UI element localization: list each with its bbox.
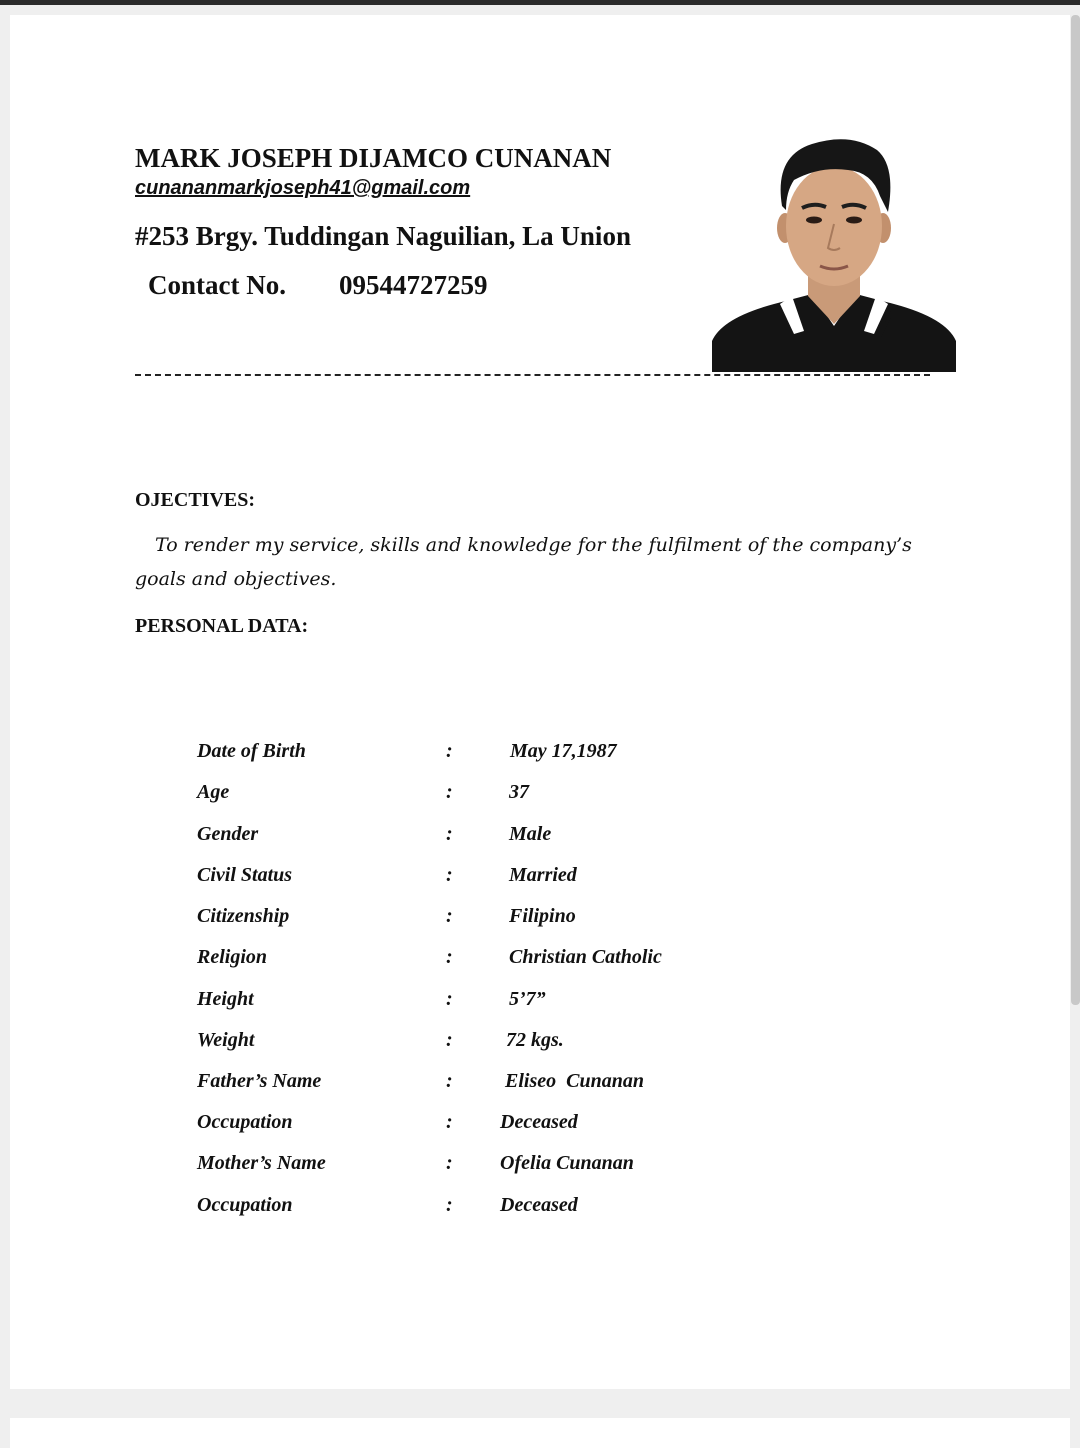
row-label: Citizenship <box>197 905 290 927</box>
personal-data-row <box>197 864 757 894</box>
row-value: May 17,1987 <box>510 740 617 762</box>
row-value: 72 kgs. <box>506 1029 564 1051</box>
applicant-photo <box>712 136 956 372</box>
row-value: Married <box>509 864 577 886</box>
row-label: Gender <box>197 823 259 845</box>
row-separator: : <box>446 823 453 845</box>
row-separator: : <box>446 988 453 1010</box>
row-label: Civil Status <box>197 864 293 886</box>
objectives-heading: OJECTIVES: <box>135 489 256 511</box>
contact-label: Contact No. <box>148 270 286 300</box>
row-separator: : <box>446 1070 453 1092</box>
row-value: Christian Catholic <box>509 946 662 968</box>
row-separator: : <box>446 1111 453 1133</box>
row-label: Mother’s Name <box>197 1152 326 1174</box>
row-label: Occupation <box>197 1111 293 1133</box>
applicant-name: MARK JOSEPH DIJAMCO CUNANAN <box>135 143 612 173</box>
row-value: 37 <box>509 781 529 803</box>
row-separator: : <box>446 740 453 762</box>
personal-data-heading: PERSONAL DATA: <box>135 615 309 637</box>
address: #253 Brgy. Tuddingan Naguilian, La Union <box>135 221 631 251</box>
personal-data-row <box>197 946 757 976</box>
row-value: Ofelia Cunanan <box>500 1152 634 1174</box>
personal-data-row <box>197 1111 757 1141</box>
personal-data-row <box>197 781 757 811</box>
row-separator: : <box>446 1152 453 1174</box>
row-value: Filipino <box>509 905 576 927</box>
personal-data-row <box>197 1152 757 1182</box>
row-separator: : <box>446 905 453 927</box>
row-separator: : <box>446 781 453 803</box>
email-link[interactable]: cunananmarkjoseph41@gmail.com <box>135 177 471 199</box>
row-label: Father’s Name <box>197 1070 322 1092</box>
row-value: Eliseo Cunanan <box>505 1070 644 1092</box>
personal-data-row <box>197 1194 757 1224</box>
row-label: Weight <box>197 1029 255 1051</box>
objective-text: To render my service, skills and knowledge for the fulfilment of the company’s goals and objectives. <box>135 534 912 590</box>
personal-data-row <box>197 823 757 853</box>
row-value: 5’7” <box>509 988 546 1010</box>
row-value: Deceased <box>500 1194 578 1216</box>
next-page-edge <box>10 1418 1070 1448</box>
header-divider <box>135 374 930 376</box>
row-separator: : <box>446 864 453 886</box>
personal-data-row <box>197 1070 757 1100</box>
row-value: Male <box>509 823 552 845</box>
personal-data-row <box>197 1029 757 1059</box>
scrollbar[interactable] <box>1071 15 1080 1005</box>
personal-data-row <box>197 905 757 935</box>
top-bar <box>0 0 1080 5</box>
row-label: Occupation <box>197 1194 293 1216</box>
personal-data-row <box>197 740 757 770</box>
row-separator: : <box>446 1194 453 1216</box>
personal-data-row <box>197 988 757 1018</box>
row-label: Religion <box>197 946 268 968</box>
row-label: Date of Birth <box>197 740 306 762</box>
row-separator: : <box>446 1029 453 1051</box>
row-separator: : <box>446 946 453 968</box>
contact-number: 09544727259 <box>339 270 488 300</box>
row-value: Deceased <box>500 1111 578 1133</box>
row-label: Age <box>197 781 230 803</box>
row-label: Height <box>197 988 254 1010</box>
